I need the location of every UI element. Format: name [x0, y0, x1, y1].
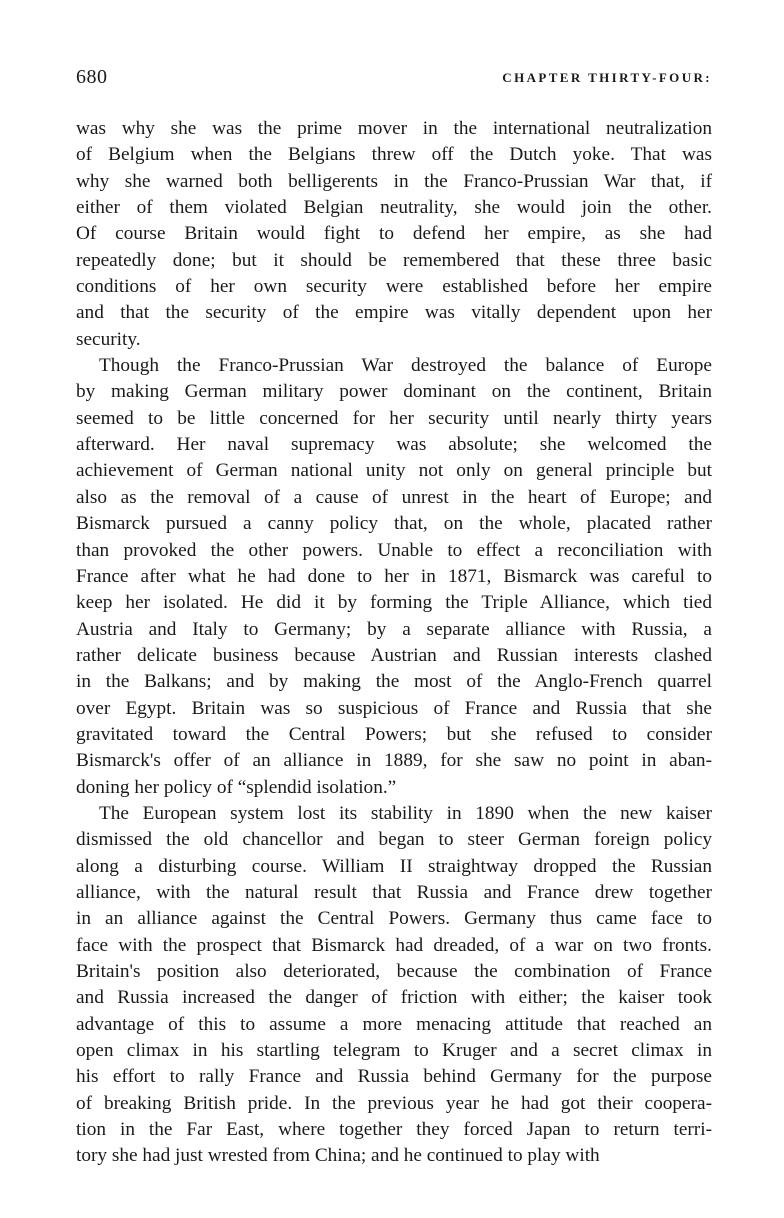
text-line: achievement of German national unity not only on general principle but: [76, 460, 712, 482]
text-line: and that the security of the empire was vitally dependent upon her: [76, 302, 712, 324]
chapter-title: CHAPTER THIRTY-FOUR:: [502, 70, 712, 85]
text-line: Bismarck's offer of an alliance in 1889, for she saw no point in aban-: [76, 750, 712, 772]
text-line: and Russia increased the danger of friction with either; the kaiser took: [76, 987, 712, 1009]
text-line: seemed to be little concerned for her security until nearly thirty years: [76, 407, 712, 429]
text-line: tory she had just wrested from China; and he continued to play with: [76, 1145, 600, 1167]
text-line: Britain's position also deteriorated, because the combination of France: [76, 961, 712, 982]
text-line: tion in the Far East, where together they forced Japan to return terri-: [76, 1119, 712, 1141]
text-line: doning her policy of “splendid isolation.”: [76, 776, 397, 798]
paragraph: [76, 116, 712, 353]
text-line: along a disturbing course. William II straightway dropped the Russian: [76, 855, 712, 877]
text-line: Though the Franco-Prussian War destroyed the balance of Europe: [99, 355, 712, 377]
text-line: alliance, with the natural result that Russia and France drew together: [76, 881, 712, 903]
text-line: afterward. Her naval supremacy was absolute; she welcomed the: [76, 434, 712, 456]
text-line: than provoked the other powers. Unable to effect a reconciliation with: [76, 539, 712, 561]
text-line: dismissed the old chancellor and began to steer German foreign policy: [76, 829, 712, 851]
body-text: [76, 116, 712, 1170]
text-line: advantage of this to assume a more menacing attitude that reached an: [76, 1013, 712, 1035]
text-line: also as the removal of a cause of unrest in the heart of Europe; and: [76, 486, 712, 508]
text-line: Of course Britain would fight to defend her empire, as she had: [76, 223, 712, 245]
paragraph: [76, 353, 712, 801]
text-line: why she warned both belligerents in the Franco-Prussian War that, if: [76, 170, 712, 192]
text-line: rather delicate business because Austrian and Russian interests clashed: [76, 644, 712, 666]
text-line: open climax in his startling telegram to Kruger and a secret climax in: [76, 1040, 712, 1062]
text-line: repeatedly done; but it should be remembered that these three basic: [76, 249, 712, 271]
text-line: of Belgium when the Belgians threw off the Dutch yoke. That was: [76, 144, 712, 166]
text-line: conditions of her own security were established before her empire: [76, 276, 712, 298]
text-line: Austria and Italy to Germany; by a separate alliance with Russia, a: [76, 618, 712, 640]
text-line: was why she was the prime mover in the international neutralization: [76, 118, 712, 139]
text-line: in the Balkans; and by making the most of the Anglo-French quarrel: [76, 671, 712, 693]
text-line: over Egypt. Britain was so suspicious of France and Russia that she: [76, 697, 712, 719]
text-line: The European system lost its stability in 1890 when the new kaiser: [99, 802, 712, 824]
text-line: his effort to rally France and Russia behind Germany for the purpose: [76, 1066, 712, 1088]
text-line: gravitated toward the Central Powers; but she refused to consider: [76, 723, 712, 745]
paragraph: [76, 801, 712, 1170]
page-number: 680: [76, 66, 108, 88]
text-line: face with the prospect that Bismarck had dreaded, of a war on two fronts.: [76, 934, 712, 956]
text-line: in an alliance against the Central Powers. Germany thus came face to: [76, 908, 712, 930]
text-line: either of them violated Belgian neutrality, she would join the other.: [76, 197, 712, 219]
text-line: Bismarck pursued a canny policy that, on the whole, placated rather: [76, 513, 712, 535]
text-line: by making German military power dominant on the continent, Britain: [76, 381, 712, 403]
text-line: of breaking British pride. In the previous year he had got their coopera-: [76, 1092, 712, 1114]
text-line: France after what he had done to her in 1871, Bismarck was careful to: [76, 565, 712, 587]
text-line: security.: [76, 328, 141, 350]
text-line: keep her isolated. He did it by forming the Triple Alliance, which tied: [76, 592, 712, 614]
running-head: [76, 66, 712, 96]
